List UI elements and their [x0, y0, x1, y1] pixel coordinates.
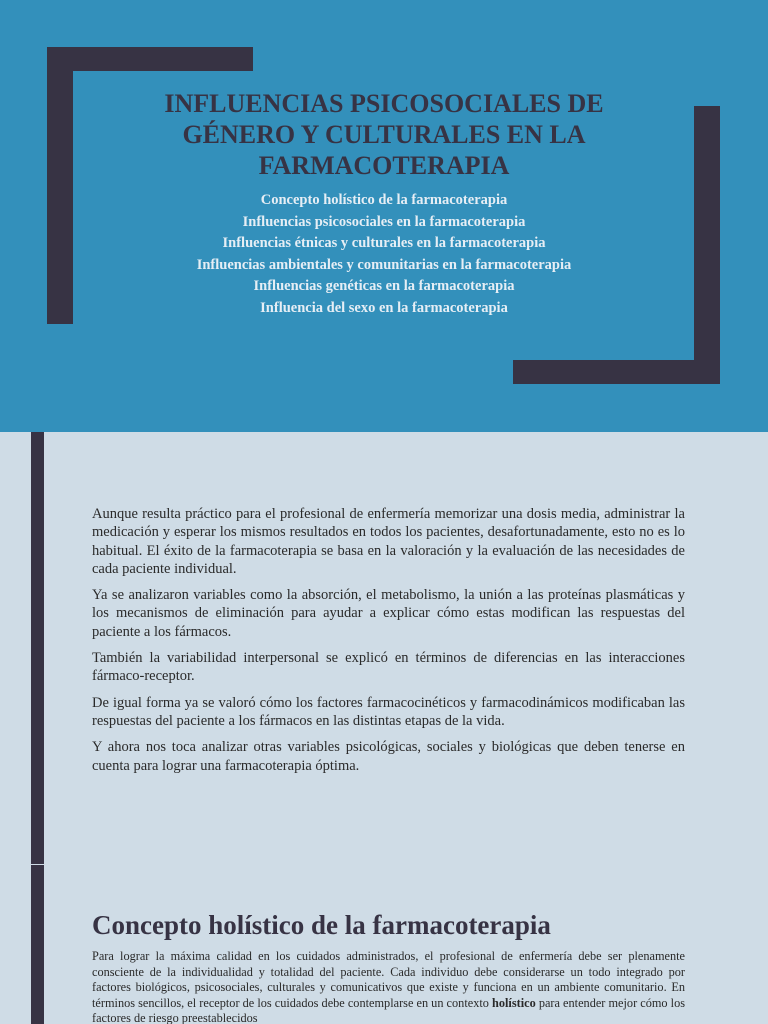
section-text	[92, 949, 685, 1024]
text-segment: Para lograr la máxima calidad en los cuidados administrados, el profesional de enfermería debe ser plenamente consciente de la individualidad y totalidad del paciente. Cada individuo debe considerarse un todo integrado por factores biológicos, psicosociales, culturales y comunicativos que existe y funciona en un ambiente comunitario. En términos sencillos, el receptor de los cuidados debe contemplarse en un contexto	[92, 949, 685, 1010]
holistic-concept-slide	[0, 865, 768, 1024]
topic-item: Influencias genéticas en la farmacoterapia	[253, 278, 515, 294]
paragraph: Aunque resulta práctico para el profesional de enfermería memorizar una dosis media, administrar la medicación y esperar los mismos resultados en todos los pacientes, desafortunadamente, esto no es lo habitual. El éxito de la farmacoterapia se basa en la valoración y la evaluación de las necesidades de cada paciente individual.	[92, 506, 685, 577]
text-segment: para entender mejor cómo los factores de riesgo preestablecidos	[92, 995, 685, 1024]
frame-top-left-horizontal	[47, 47, 253, 71]
topic-list	[80, 190, 688, 319]
section-heading: Concepto holístico de la farmacoterapia	[92, 910, 551, 940]
topic-item: Influencias psicosociales en la farmacoterapia	[242, 213, 526, 230]
title-slide	[0, 0, 768, 432]
paragraph: Ya se analizaron variables como la absorción, el metabolismo, la unión a las proteínas plasmáticas y los mecanismos de eliminación para ayudar a explicar cómo estas modifican las respuestas del paciente a los fármacos.	[92, 587, 685, 640]
paragraph: De igual forma ya se valoró cómo los factores farmacocinéticos y farmacodinámicos modificaban las respuestas del paciente a los fármacos en las distintas etapas de la vida.	[92, 694, 685, 729]
paragraph: También la variabilidad interpersonal se explicó en términos de diferencias en las interacciones fármaco-receptor.	[92, 650, 685, 685]
left-accent-bar	[31, 432, 44, 864]
intro-text	[92, 505, 685, 783]
topic-item: Concepto holístico de la farmacoterapia	[260, 192, 508, 208]
slide-title: INFLUENCIAS PSICOSOCIALES DE GÉNERO Y CULTURALES EN LA FARMACOTERAPIA	[164, 89, 604, 180]
frame-bottom-right-horizontal	[513, 360, 720, 384]
frame-top-left-vertical	[47, 47, 73, 324]
topic-item: Influencias étnicas y culturales en la farmacoterapia	[222, 235, 546, 251]
intro-slide	[0, 432, 768, 864]
left-accent-bar	[31, 865, 44, 1024]
paragraph: Y ahora nos toca analizar otras variables psicológicas, sociales y biológicas que deben tenerse en cuenta para lograr una farmacoterapia óptima.	[92, 739, 685, 774]
topic-item: Influencia del sexo en la farmacoterapia	[260, 299, 508, 316]
topic-item: Influencias ambientales y comunitarias en la farmacoterapia	[196, 256, 572, 273]
emphasis-term: holístico	[492, 995, 536, 1010]
frame-bottom-right-vertical	[694, 106, 720, 384]
